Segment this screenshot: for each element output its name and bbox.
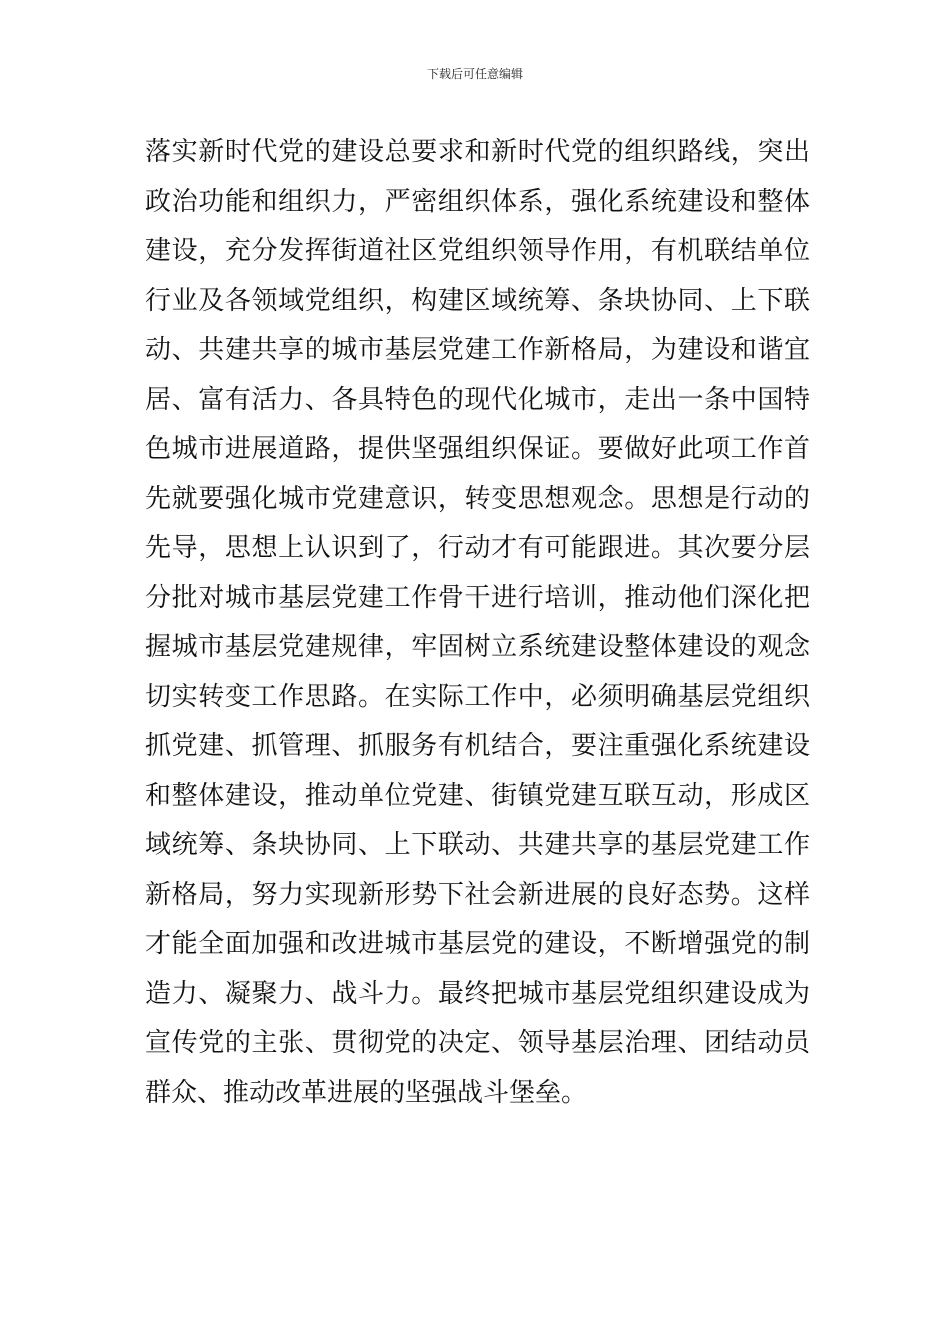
- text-line: 政治功能和组织力，严密组织体系，强化系统建设和整体: [145, 186, 810, 217]
- text-line: 切实转变工作思路。在实际工作中，必须明确基层党组织: [145, 681, 810, 712]
- text-line: 新格局，努力实现新形势下社会新进展的良好态势。这样: [145, 879, 810, 910]
- text-line: 建设，充分发挥街道社区党组织领导作用，有机联结单位: [145, 236, 810, 266]
- text-line: 居、富有活力、各具特色的现代化城市，走出一条中国特: [145, 384, 810, 415]
- text-line: 先就要强化城市党建意识，转变思想观念。思想是行动的: [145, 483, 810, 514]
- text-line: 行业及各领域党组织，构建区域统筹、条块协同、上下联: [145, 285, 810, 316]
- text-line: 先导，思想上认识到了，行动才有可能跟进。其次要分层: [145, 533, 810, 563]
- text-line: 才能全面加强和改进城市基层党的建设，不断增强党的制: [145, 929, 810, 959]
- text-line: 群众、推动改革进展的坚强战斗堡垒。: [145, 1077, 588, 1108]
- text-line: 落实新时代党的建设总要求和新时代党的组织路线，突出: [145, 137, 810, 167]
- text-line: 色城市进展道路，提供坚强组织保证。要做好此项工作首: [145, 434, 810, 464]
- body-paragraph: [145, 128, 810, 1118]
- text-line: 和整体建设，推动单位党建、街镇党建互联互动，形成区: [145, 780, 810, 811]
- text-line: 握城市基层党建规律，牢固树立系统建设整体建设的观念: [145, 632, 810, 662]
- text-line: 分批对城市基层党建工作骨干进行培训，推动他们深化把: [145, 582, 810, 613]
- page-header: 下载后可任意编辑: [426, 67, 523, 81]
- text-line: 动、共建共享的城市基层党建工作新格局，为建设和谐宜: [145, 335, 810, 365]
- text-line: 造力、凝聚力、战斗力。最终把城市基层党组织建设成为: [145, 978, 810, 1009]
- text-line: 域统筹、条块协同、上下联动、共建共享的基层党建工作: [145, 830, 810, 860]
- text-line: 宣传党的主张、贯彻党的决定、领导基层治理、团结动员: [145, 1028, 810, 1058]
- text-line: 抓党建、抓管理、抓服务有机结合，要注重强化系统建设: [145, 731, 810, 761]
